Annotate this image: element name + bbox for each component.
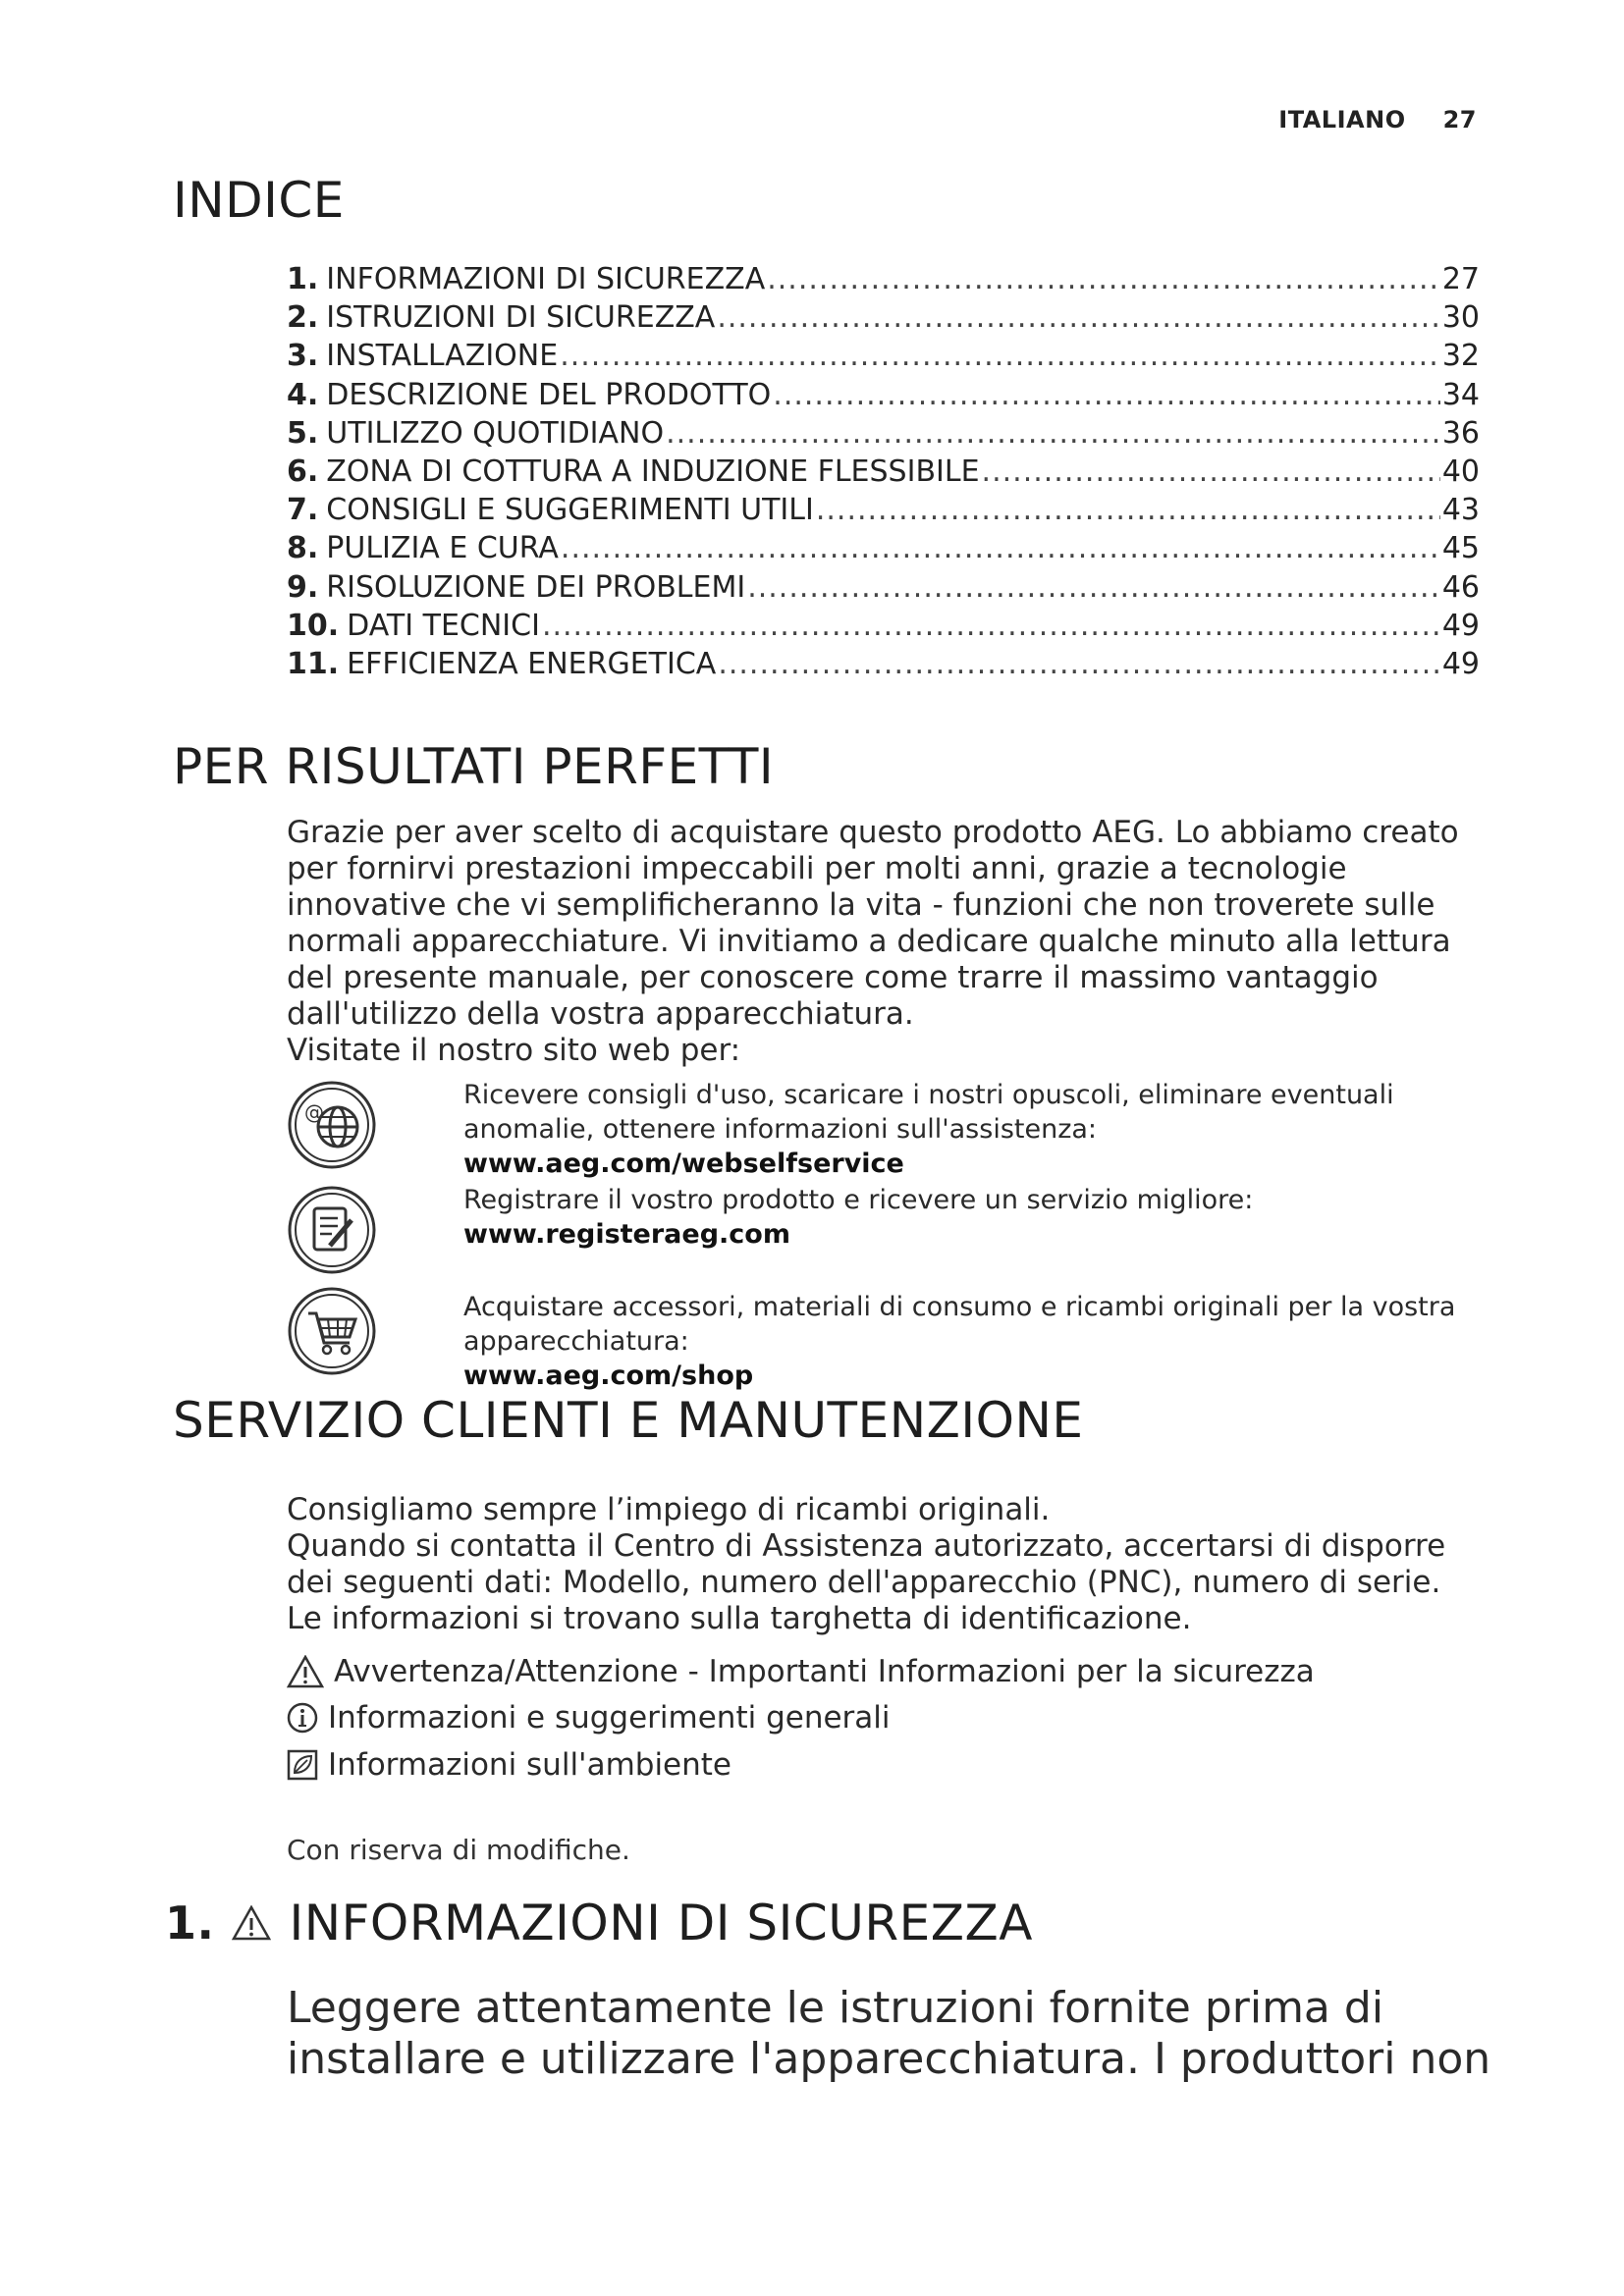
servizio-paragraph (287, 1492, 1494, 1637)
environment-icon (287, 1749, 318, 1781)
sicurezza-text: Leggere attentamente le istruzioni fornite prima di installare e utilizzare l'apparecchiatura. I produttori non (287, 1983, 1491, 2084)
toc-label: EFFICIENZA ENERGETICA (347, 647, 717, 682)
intro-text: Grazie per aver scelto di acquistare questo prodotto AEG. Lo abbiamo creato per fornirvi prestazioni impeccabili per molti anni, grazie a tecnologie innovative che vi semplificheranno la vita - funzioni che non troverete sulle normali apparecchiature. Vi invitiamo a dedicare qualche minuto alla lettura del presente manuale, per conoscere come trarre il massimo vantaggio dall'utilizzo della vostra apparecchiatura. (287, 815, 1459, 1032)
page-header (1278, 106, 1477, 133)
toc-number: 9. (287, 569, 319, 605)
web-item-text: Registrare il vostro prodotto e ricevere un servizio migliore: (463, 1185, 1254, 1215)
table-of-contents (287, 260, 1480, 683)
servizio-title: SERVIZIO CLIENTI E MANUTENZIONE (173, 1392, 1084, 1449)
sicurezza-title: INFORMAZIONI DI SICUREZZA (289, 1895, 1033, 1951)
legend-warning-text: Avvertenza/Attenzione - Importanti Informazioni per la sicurezza (334, 1654, 1315, 1689)
cart-icon (287, 1286, 377, 1380)
toc-page: 32 (1441, 339, 1480, 374)
section-number: 1. (165, 1896, 215, 1949)
legend-environment (287, 1747, 731, 1783)
legend-info (287, 1700, 891, 1735)
toc-page: 27 (1441, 262, 1480, 296)
webselfservice-link[interactable]: www.aeg.com/webselfservice (463, 1148, 904, 1179)
toc-page: 30 (1441, 300, 1480, 336)
toc-label: DATI TECNICI (347, 608, 540, 643)
toc-number: 1. (287, 262, 319, 296)
svg-text:@: @ (304, 1100, 324, 1124)
toc-leader (773, 376, 1440, 414)
registeraeg-link[interactable]: www.registeraeg.com (463, 1219, 790, 1250)
toc-label: ZONA DI COTTURA A INDUZIONE FLESSIBILE (326, 454, 980, 490)
toc-item[interactable] (287, 376, 1480, 414)
toc-page: 49 (1441, 608, 1480, 643)
servizio-line2: Quando si contatta il Centro di Assistenza autorizzato, accertarsi di disporre dei seguenti dati: Modello, numero dell'apparecchio (PNC), numero di serie. (287, 1528, 1446, 1600)
indice-title: INDICE (173, 172, 345, 229)
toc-page: 34 (1441, 377, 1480, 412)
warning-icon (287, 1655, 324, 1688)
toc-item[interactable] (287, 645, 1480, 683)
toc-page: 46 (1441, 569, 1480, 605)
register-icon (287, 1185, 377, 1279)
toc-label: UTILIZZO QUOTIDIANO (326, 415, 665, 451)
visit-text: Visitate il nostro sito web per: (287, 1033, 741, 1068)
toc-page: 43 (1441, 493, 1480, 528)
shop-link[interactable]: www.aeg.com/shop (463, 1361, 754, 1391)
servizio-line3: Le informazioni si trovano sulla targhetta di identificazione. (287, 1601, 1192, 1636)
toc-page: 36 (1441, 415, 1480, 451)
perfetti-title: PER RISULTATI PERFETTI (173, 738, 775, 795)
legend-warning (287, 1654, 1315, 1689)
toc-item[interactable] (287, 607, 1480, 645)
header-language: ITALIANO (1278, 106, 1406, 133)
riserva-text: Con riserva di modifiche. (287, 1834, 630, 1866)
toc-leader (747, 568, 1440, 607)
toc-item[interactable] (287, 337, 1480, 375)
toc-number: 11. (287, 647, 340, 682)
toc-number: 7. (287, 493, 319, 528)
toc-number: 8. (287, 531, 319, 566)
toc-label: ISTRUZIONI DI SICUREZZA (326, 300, 716, 336)
toc-leader (561, 529, 1440, 567)
toc-leader (816, 491, 1440, 529)
toc-item[interactable] (287, 529, 1480, 567)
legend-info-text: Informazioni e suggerimenti generali (328, 1700, 891, 1735)
toc-item[interactable] (287, 298, 1480, 337)
servizio-line1: Consigliamo sempre l’impiego di ricambi originali. (287, 1492, 1051, 1527)
toc-number: 4. (287, 377, 319, 412)
toc-item[interactable] (287, 453, 1480, 491)
toc-label: RISOLUZIONE DEI PROBLEMI (326, 569, 746, 605)
toc-page: 40 (1441, 454, 1480, 490)
toc-leader (717, 298, 1439, 337)
toc-leader (542, 607, 1440, 645)
toc-label: INFORMAZIONI DI SICUREZZA (326, 262, 766, 296)
toc-label: CONSIGLI E SUGGERIMENTI UTILI (326, 493, 814, 528)
toc-page: 49 (1441, 647, 1480, 682)
web-item-text: Acquistare accessori, materiali di consumo e ricambi originali per la vostra apparecchiatura: (463, 1292, 1456, 1357)
toc-leader (718, 645, 1439, 683)
toc-number: 5. (287, 415, 319, 451)
toc-page: 45 (1441, 531, 1480, 566)
web-item-text: Ricevere consigli d'uso, scaricare i nostri opuscoli, eliminare eventuali anomalie, ottenere informazioni sull'assistenza: (463, 1080, 1394, 1145)
toc-number: 3. (287, 339, 319, 374)
toc-number: 6. (287, 454, 319, 490)
info-icon (287, 1702, 318, 1734)
warning-icon (232, 1905, 271, 1941)
toc-leader (666, 414, 1440, 453)
toc-leader (982, 453, 1440, 491)
toc-leader (560, 337, 1440, 375)
toc-label: PULIZIA E CURA (326, 531, 559, 566)
toc-label: INSTALLAZIONE (326, 339, 559, 374)
toc-number: 10. (287, 608, 340, 643)
toc-item[interactable] (287, 414, 1480, 453)
globe-icon (287, 1080, 377, 1174)
toc-item[interactable] (287, 260, 1480, 298)
legend-environment-text: Informazioni sull'ambiente (328, 1747, 732, 1783)
toc-label: DESCRIZIONE DEL PRODOTTO (326, 377, 772, 412)
toc-item[interactable] (287, 568, 1480, 607)
sicurezza-heading (165, 1895, 1033, 1951)
toc-item[interactable] (287, 491, 1480, 529)
page-number: 27 (1442, 106, 1477, 133)
intro-paragraph (287, 815, 1494, 1069)
toc-number: 2. (287, 300, 319, 336)
toc-leader (767, 260, 1440, 298)
